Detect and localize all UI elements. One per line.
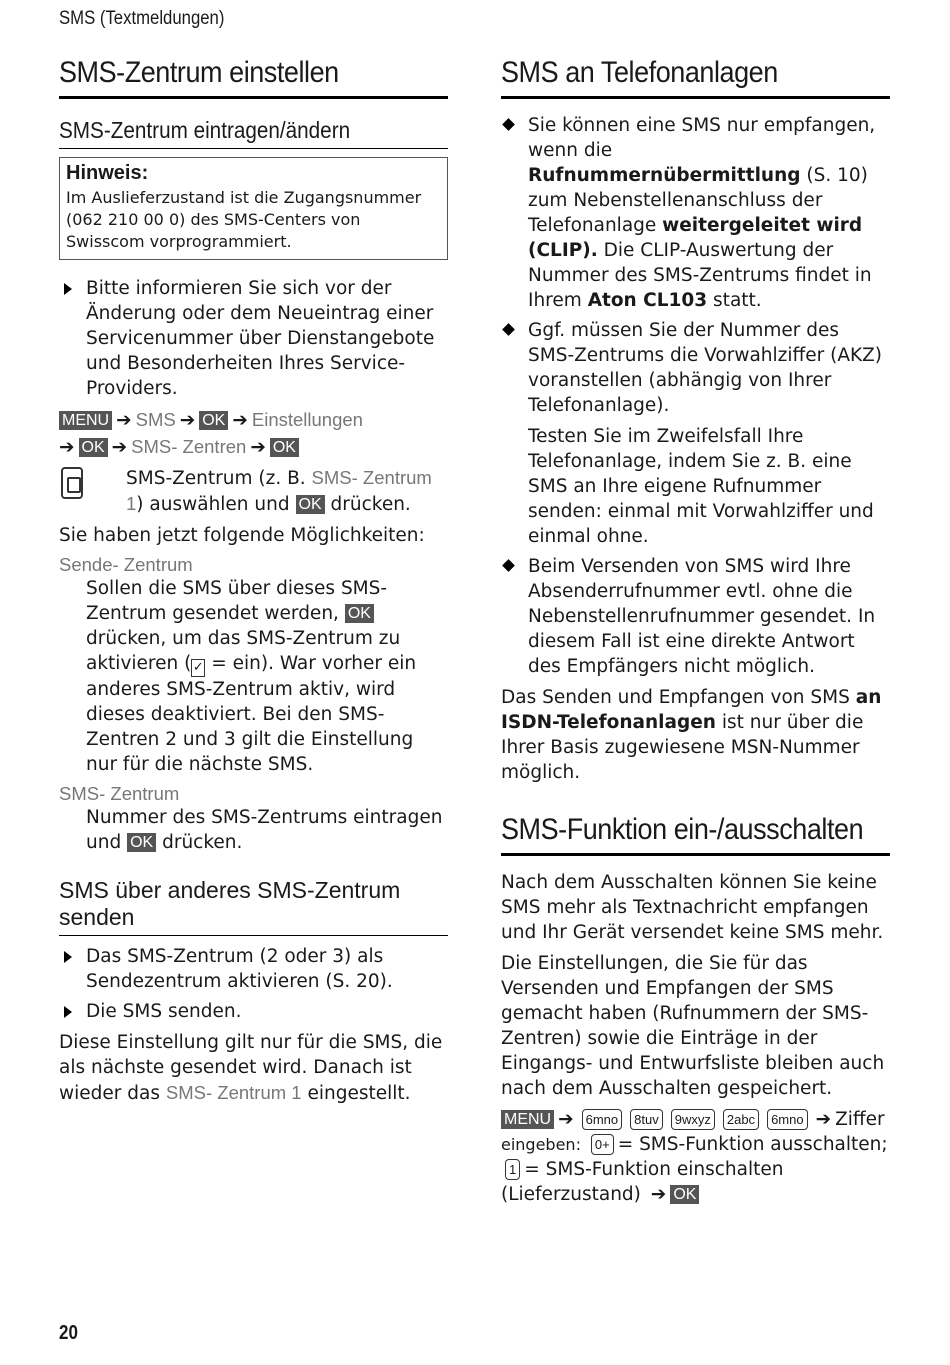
center-name: SMS- Zentrum 1	[165, 1082, 302, 1103]
ok-key: OK	[127, 833, 156, 852]
send-steps-list	[59, 944, 448, 1024]
subsection-title-edit-center: SMS-Zentrum eintragen/ändern	[59, 117, 448, 149]
arrow-icon: ➔	[250, 437, 266, 458]
navigation-key-icon	[61, 467, 83, 499]
menu-item-sms-centers: SMS- Zentren	[131, 436, 247, 457]
arrow-icon: ➔	[815, 1109, 832, 1130]
subsection-title-other-center: SMS über anderes SMS-Zentrum senden	[59, 877, 448, 936]
arrow-icon: ➔	[111, 437, 128, 458]
menu-item-settings: Einstellungen	[251, 409, 363, 430]
note-text: Im Auslieferzustand ist die Zugangsnummer (062 210 00 0) des SMS-Centers von Swisscom vorprogrammiert.	[66, 188, 422, 251]
arrow-icon: ➔	[232, 410, 248, 431]
right-column	[501, 56, 890, 1207]
pbx-item-paragraph: Testen Sie im Zweifelsfall Ihre Telefonanlage, indem Sie z. B. eine SMS an Ihre eigene Rufnummer senden: einmal mit Vorwahlziffer und einmal ohne.	[528, 426, 874, 547]
arrow-icon: ➔	[650, 1184, 667, 1205]
instruction-list	[59, 276, 448, 401]
setting-note: Diese Einstellung gilt nur für die SMS, die als nächste gesendet wird. Danach ist wieder das SMS- Zentrum 1 eingestellt.	[59, 1032, 443, 1104]
menu-key: MENU	[59, 411, 112, 430]
key-1-icon: 1	[505, 1159, 520, 1180]
instruction-item: Bitte informieren Sie sich vor der Änderung oder dem Neueintrag einer Servicenummer über Dienstangebote und Besonderheiten Ihres Service-Providers.	[59, 276, 448, 401]
term-send-center: Sende- Zentrum	[59, 554, 193, 575]
term-sms-center: SMS- Zentrum	[59, 783, 180, 804]
center-name: SMS- Zentrum 1	[126, 467, 432, 514]
ok-key: OK	[670, 1185, 699, 1204]
pbx-item: Ggf. müssen Sie der Nummer des SMS-Zentrums die Vorwahlziffer (AKZ) voranstellen (abhängig von Ihrer Telefonanlage). Testen Sie im Zweifelsfall Ihre Telefonanlage, indem Sie z. B. eine SMS an Ihre eigene Rufnummer senden: einmal mit Vorwahlziffer und einmal ohne.	[501, 318, 890, 549]
select-text: ) auswählen und	[136, 494, 290, 515]
ok-key: OK	[345, 604, 374, 623]
pbx-item: Sie können eine SMS nur empfangen, wenn die Rufnummernübermittlung (S. 10) zum Nebenstellenanschluss der Telefonanlage weitergeleitet wird (CLIP). Die CLIP-Auswertung der Nummer des SMS-Zentrums findet in Ihrem Aton CL103 statt.	[501, 113, 890, 313]
paragraph-switch-off: Nach dem Ausschalten können Sie keine SMS mehr als Textnachricht empfangen und Ihr Gerät versendet keine SMS mehr.	[501, 872, 884, 943]
send-step: Die SMS senden.	[59, 999, 448, 1024]
ok-key: OK	[270, 438, 299, 457]
options-intro: Sie haben jetzt folgende Möglichkeiten:	[59, 525, 425, 546]
key-sequence: MENU ➔ 6mno 8tuv 9wxyz 2abc 6mno ➔ Ziffer eingeben: 0+ = SMS-Funktion ausschalten; 1 = SMS-Funktion einschalten (Lieferzustand) ➔ OK	[501, 1109, 888, 1205]
ok-key: OK	[199, 411, 228, 430]
arrow-icon: ➔	[59, 437, 75, 458]
ok-key: OK	[79, 438, 108, 457]
ok-key: OK	[296, 495, 325, 514]
menu-item-sms: SMS	[135, 409, 176, 430]
paragraph-settings-kept: Die Einstellungen, die Sie für das Versenden und Empfangen der SMS gemacht haben (Rufnummern der SMS-Zentren) sowie die Einträge in der Eingangs- und Entwurfsliste bleiben auch nach dem Ausschalten gespeichert.	[501, 953, 885, 1099]
send-step: Das SMS-Zentrum (2 oder 3) als Sendezentrum aktivieren (S. 20).	[59, 944, 448, 994]
definition-send-center: Sollen die SMS über dieses SMS-Zentrum gesendet werden, OK drücken, um das SMS-Zentrum zu aktivieren ( ✓ = ein). War vorher ein anderes SMS-Zentrum aktiv, wird dieses deaktiviert. Bei den SMS-Zentren 2 und 3 gilt die Einstellung nur für die nächste SMS.	[86, 578, 417, 775]
page-number: 20	[59, 1322, 78, 1344]
left-column	[59, 56, 448, 1106]
arrow-icon: ➔	[558, 1109, 574, 1130]
pbx-item: Beim Versenden von SMS wird Ihre Absenderrufnummer evtl. ohne die Nebenstellenrufnummer gesendet. In diesem Fall ist eine direkte Antwort des Empfängers nicht möglich.	[501, 554, 890, 679]
note-box	[59, 157, 448, 260]
menu-key: MENU	[501, 1110, 554, 1129]
key-0-icon: 0+	[591, 1134, 614, 1155]
section-title-sms-function: SMS-Funktion ein-/ausschalten	[501, 813, 890, 856]
section-title-sms-center: SMS-Zentrum einstellen	[59, 56, 448, 99]
select-center-step	[59, 465, 448, 517]
select-text: SMS-Zentrum (z. B.	[126, 468, 306, 489]
key-8-icon: 8tuv	[630, 1109, 663, 1130]
running-header: SMS (Textmeldungen)	[59, 8, 225, 29]
checkmark-icon: ✓	[192, 660, 204, 675]
note-title: Hinweis:	[66, 162, 149, 184]
arrow-icon: ➔	[116, 410, 132, 431]
key-9-icon: 9wxyz	[671, 1109, 715, 1130]
key-6-icon: 6mno	[767, 1109, 808, 1130]
isdn-note: Das Senden und Empfangen von SMS an ISDN-Telefonanlagen ist nur über die Ihrer Basis zugewiesene MSN-Nummer möglich.	[501, 687, 882, 783]
key-6-icon: 6mno	[582, 1109, 623, 1130]
select-text: drücken.	[330, 494, 411, 515]
definition-sms-center: Nummer des SMS-Zentrums eintragen und OK drücken.	[86, 807, 443, 853]
key-2-icon: 2abc	[723, 1109, 759, 1130]
pbx-list	[501, 113, 890, 679]
menu-path	[59, 407, 448, 461]
arrow-icon: ➔	[179, 410, 196, 431]
section-title-pbx: SMS an Telefonanlagen	[501, 56, 890, 99]
